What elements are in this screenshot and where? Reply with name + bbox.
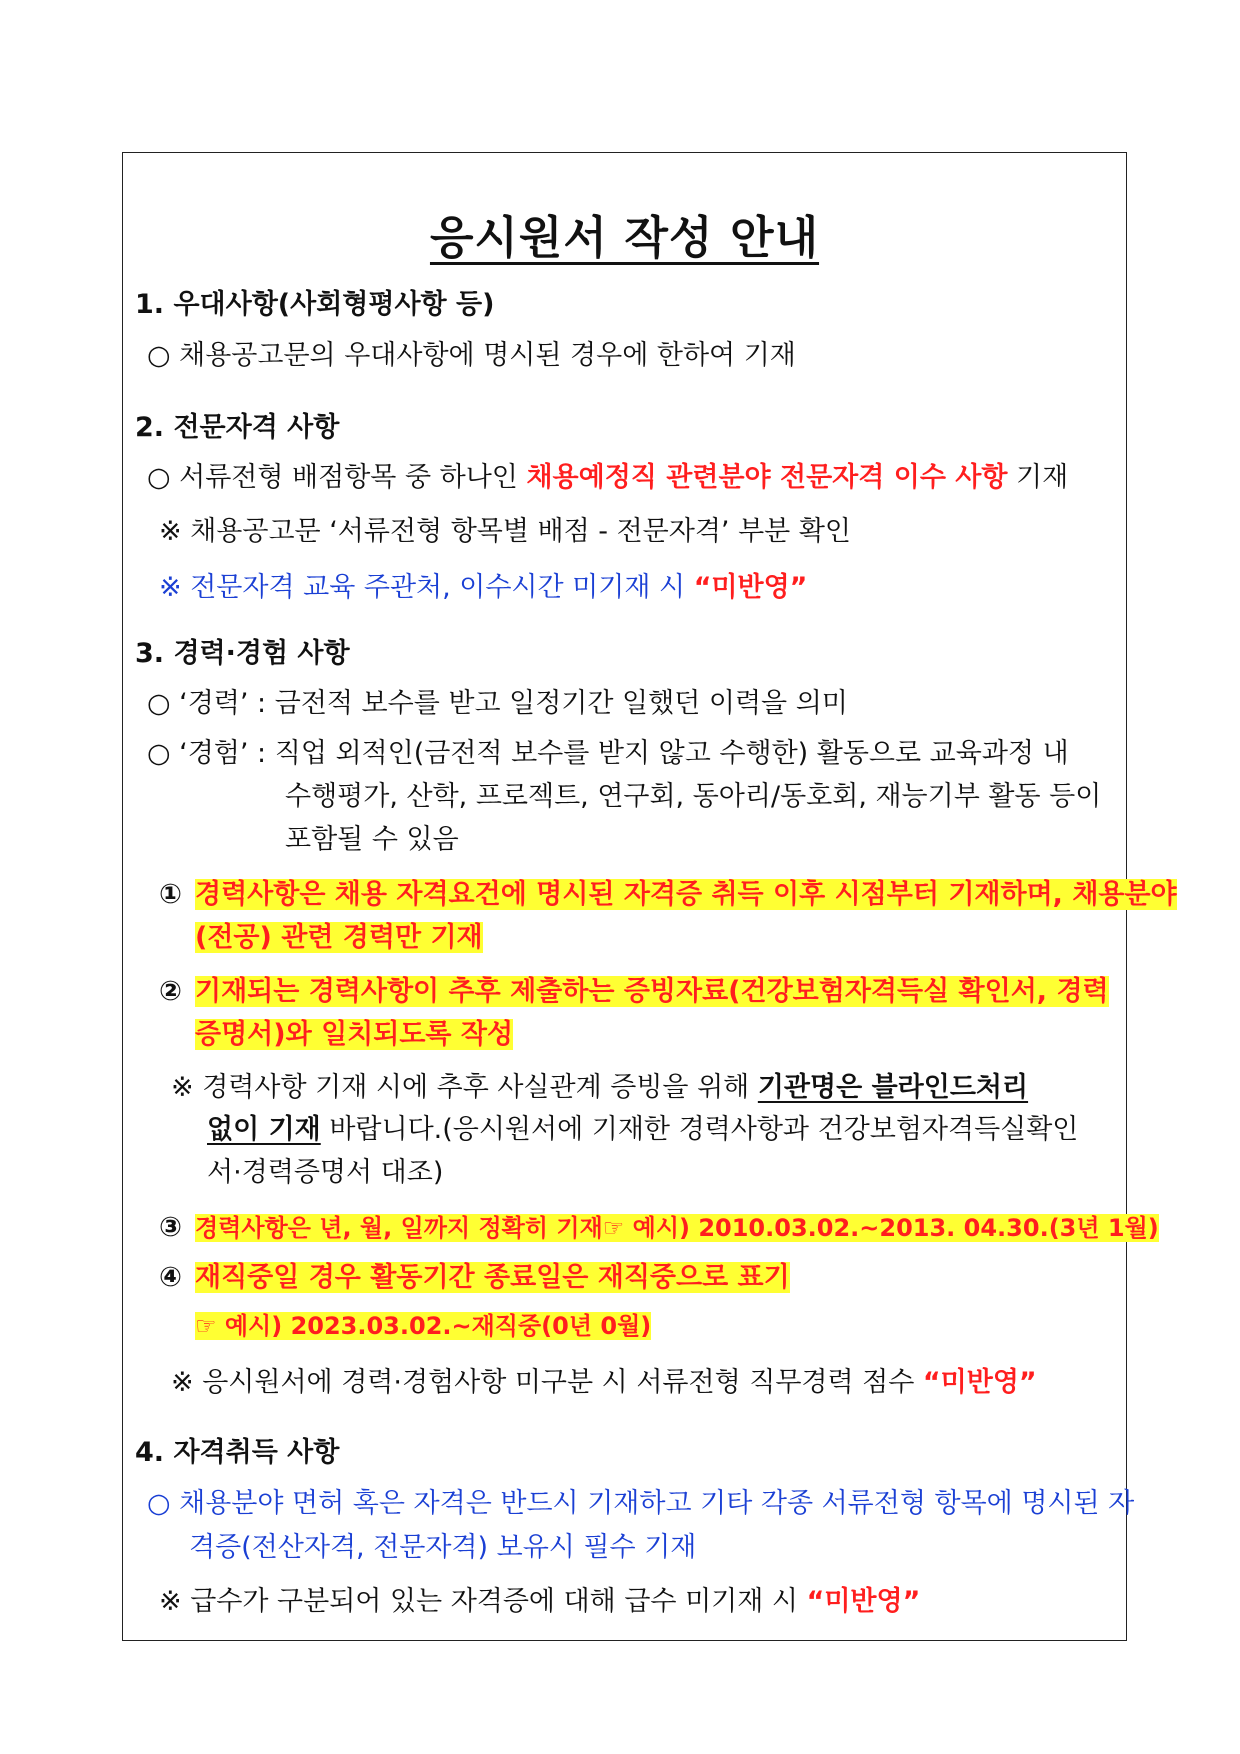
section-2-note-1: ※ 채용공고문 ‘서류전형 항목별 배점 - 전문자격’ 부분 확인 (159, 516, 851, 547)
item-1: ① 경력사항은 채용 자격요건에 명시된 자격증 취득 이후 시점부터 기재하며, 채용분야 (159, 879, 1177, 910)
section-3-note-2: ※ 응시원서에 경력·경험사항 미구분 시 서류전형 직무경력 점수 “미반영” (171, 1367, 1037, 1398)
section-4-heading: 4. 자격취득 사항 (135, 1437, 340, 1468)
item-4-example: ☞ 예시) 2023.03.02.~재직중(0년 0월) (195, 1312, 652, 1340)
section-3-bullet-experience-l3: 포함될 수 있음 (285, 824, 459, 855)
section-3-note-1-l2: 없이 기재 바랍니다.(응시원서에 기재한 경력사항과 건강보험자격득실확인 (207, 1114, 1079, 1145)
section-2-heading: 2. 전문자격 사항 (135, 412, 340, 443)
section-4-bullet-1-l1: ○ 채용분야 면허 혹은 자격은 반드시 기재하고 기타 각종 서류전형 항목에 명시된 자 (147, 1488, 1135, 1519)
item-1-line-2: (전공) 관련 경력만 기재 (195, 922, 483, 953)
section-1-bullet-1: ○ 채용공고문의 우대사항에 명시된 경우에 한하여 기재 (147, 340, 796, 371)
section-3-bullet-career: ○ ‘경력’ : 금전적 보수를 받고 일정기간 일했던 이력을 의미 (147, 688, 848, 719)
section-3-note-1-l3: 서·경력증명서 대조) (207, 1157, 444, 1188)
section-2-bullet-1: ○ 서류전형 배점항목 중 하나인 채용예정직 관련분야 전문자격 이수 사항 기재 (147, 462, 1069, 493)
page-title: 응시원서 작성 안내 (429, 211, 820, 264)
section-2-note-2: ※ 전문자격 교육 주관처, 이수시간 미기재 시 “미반영” (159, 572, 808, 603)
item-4: ④ 재직중일 경우 활동기간 종료일은 재직중으로 표기 (159, 1262, 790, 1293)
item-3: ③ 경력사항은 년, 월, 일까지 정확히 기재☞ 예시) 2010.03.02.~2013. 04.30.(3년 1월) (159, 1212, 1159, 1243)
item-2: ② 기재되는 경력사항이 추후 제출하는 증빙자료(건강보험자격득실 확인서, 경력 (159, 976, 1109, 1007)
section-3-bullet-experience-l1: ○ ‘경험’ : 직업 외적인(금전적 보수를 받지 않고 수행한) 활동으로 교육과정 내 (147, 738, 1069, 769)
item-2-line-2: 증명서)와 일치되도록 작성 (195, 1019, 514, 1050)
section-3-heading: 3. 경력·경험 사항 (135, 638, 350, 669)
section-1-heading: 1. 우대사항(사회형평사항 등) (135, 289, 495, 320)
section-4-bullet-1-l2: 격증(전산자격, 전문자격) 보유시 필수 기재 (189, 1532, 697, 1563)
section-4-note-1: ※ 급수가 구분되어 있는 자격증에 대해 급수 미기재 시 “미반영” (159, 1586, 921, 1617)
guide-box (122, 152, 1177, 1641)
section-3-bullet-experience-l2: 수행평가, 산학, 프로젝트, 연구회, 동아리/동호회, 재능기부 활동 등이 (285, 781, 1102, 812)
section-3-note-1-l1: ※ 경력사항 기재 시에 추후 사실관계 증빙을 위해 기관명은 블라인드처리 (171, 1072, 1029, 1103)
